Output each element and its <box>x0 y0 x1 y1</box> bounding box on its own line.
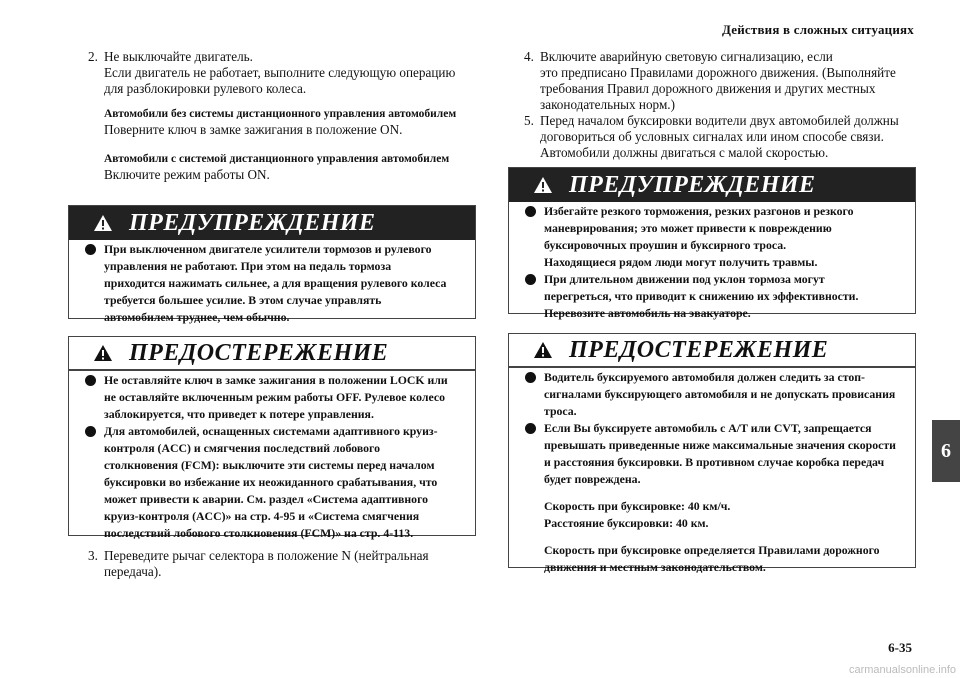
left-column-step2 <box>88 49 488 183</box>
warning-triangle-icon <box>533 341 553 359</box>
step-4 <box>524 49 924 113</box>
bullet-line: При выключенном двигателе усилители тормозов и рулевого <box>104 242 432 256</box>
left-column-step3 <box>88 548 488 580</box>
bullet-line: столкновения (FCM): выключите эти системы перед началом <box>104 458 435 472</box>
step-line: это предписано Правилами дорожного движения. (Выполняйте <box>540 65 896 80</box>
bullet-line: требуется большее усилие. В этом случае управлять <box>104 293 382 307</box>
bullet-line: маневрирования; это может привести к повреждению <box>544 221 832 235</box>
subheading: Автомобили с системой дистанционного управления автомобилем <box>104 153 450 165</box>
caution-header <box>69 337 475 371</box>
bullet-line: троса. <box>544 404 577 418</box>
caution-title: ПРЕДОСТЕРЕЖЕНИЕ <box>129 339 389 366</box>
warning-box <box>508 167 916 320</box>
chapter-tab: 6 <box>932 420 960 482</box>
bullet-line: заблокируется, что приведет к потере управления. <box>104 407 374 421</box>
step-line: Если двигатель не работает, выполните следующую операцию <box>104 65 456 80</box>
bullet-line: Скорость при буксировке определяется Правилами дорожного <box>544 543 880 557</box>
subheading-text: Поверните ключ в замке зажигания в положение ON. <box>104 122 403 137</box>
step-line: Перед началом буксировки водители двух автомобилей должны <box>540 113 899 128</box>
bullet-item <box>525 203 903 220</box>
towing-distance: Расстояние буксировки: 40 км. <box>544 516 709 530</box>
bullet-line: Не оставляйте ключ в замке зажигания в положении LOCK или <box>104 373 448 387</box>
bullet-line: превышать приведенные ниже максимальные значения скорости <box>544 438 896 452</box>
bullet-line: перегреться, что приводит к снижению их эффективности. <box>544 289 859 303</box>
caution-header <box>509 334 915 368</box>
step-line: требования Правил дорожного движения и других местных <box>540 81 876 96</box>
bullet-line: Для автомобилей, оснащенных системами адаптивного круиз- <box>104 424 438 438</box>
bullet-icon <box>85 244 96 255</box>
step-line: Не выключайте двигатель. <box>104 49 253 64</box>
bullet-icon <box>525 274 536 285</box>
step-2 <box>88 49 488 97</box>
bullet-line: Водитель буксируемого автомобиля должен следить за стоп- <box>544 370 865 384</box>
bullet-item <box>85 372 463 389</box>
bullet-item <box>85 241 463 258</box>
caution-box <box>68 336 476 540</box>
bullet-icon <box>525 372 536 383</box>
bullet-line: движения и местным законодательством. <box>544 560 766 574</box>
subheading-text: Включите режим работы ON. <box>104 167 270 182</box>
page-header-title: Действия в сложных ситуациях <box>721 22 914 37</box>
bullet-line: автомобилем труднее, чем обычно. <box>104 310 290 324</box>
step-3 <box>88 548 488 580</box>
step-number: 2. <box>88 49 98 64</box>
warning-triangle-icon <box>93 344 113 362</box>
step-line: Переведите рычаг селектора в положение N (нейтральная <box>104 548 429 563</box>
bullet-line: Избегайте резкого торможения, резких разгонов и резкого <box>544 204 854 218</box>
step-line: передача). <box>104 564 162 579</box>
bullet-line: приходится нажимать сильнее, а для вращения рулевого колеса <box>104 276 447 290</box>
page-number: 6-35 <box>888 640 912 655</box>
bullet-line: При длительном движении под уклон тормоза могут <box>544 272 825 286</box>
bullet-icon <box>525 206 536 217</box>
bullet-line: контроля (ACC) и смягчения последствий лобового <box>104 441 381 455</box>
bullet-icon <box>85 375 96 386</box>
step-line: Автомобили должны двигаться с малой скоростью. <box>540 145 829 160</box>
warning-triangle-icon <box>533 176 553 194</box>
bullet-line: управления не работают. При этом на педаль тормоза <box>104 259 392 273</box>
bullet-line: буксировки во избежание их неожиданного срабатывания, что <box>104 475 438 489</box>
bullet-line: круиз-контроля (ACC)» на стр. 4-95 и «Система смягчения <box>104 509 420 523</box>
bullet-line: Перевозите автомобиль на эвакуаторе. <box>544 306 751 320</box>
warning-header <box>69 206 475 240</box>
caution-title: ПРЕДОСТЕРЕЖЕНИЕ <box>569 336 829 363</box>
bullet-line: может привести к аварии. См. раздел «Система адаптивного <box>104 492 429 506</box>
step-line: Включите аварийную световую сигнализацию, если <box>540 49 833 64</box>
warning-triangle-icon <box>93 214 113 232</box>
bullet-line: и расстояния буксировки. В противном случае коробка передач <box>544 455 885 469</box>
bullet-icon <box>525 423 536 434</box>
bullet-line: не оставляйте включенным режим работы OFF. Рулевое колесо <box>104 390 445 404</box>
right-column-steps <box>524 49 924 161</box>
subheading: Автомобили без системы дистанционного управления автомобилем <box>104 108 457 120</box>
step-5 <box>524 113 924 161</box>
bullet-item <box>525 369 903 386</box>
step-number: 5. <box>524 113 534 128</box>
bullet-item <box>525 420 903 437</box>
bullet-line: будет повреждена. <box>544 472 641 486</box>
step-line: для разблокировки рулевого колеса. <box>104 81 307 96</box>
bullet-line: сигналами буксирующего автомобиля и не допускать провисания <box>544 387 896 401</box>
bullet-line: буксировочных проушин и буксирного троса. <box>544 238 787 252</box>
caution-box <box>508 333 916 574</box>
bullet-line: последствий лобового столкновения (FCM)» на стр. 4-113. <box>104 526 414 540</box>
towing-speed: Скорость при буксировке: 40 км/ч. <box>544 499 731 513</box>
warning-header <box>509 168 915 202</box>
step-line: договориться об условных сигналах или ином способе связи. <box>540 129 884 144</box>
step-line: законодательных норм.) <box>540 97 675 112</box>
step-number: 4. <box>524 49 534 64</box>
warning-title: ПРЕДУПРЕЖДЕНИЕ <box>569 171 816 198</box>
warning-box <box>68 205 476 324</box>
watermark: carmanualsonline.info <box>848 664 956 676</box>
bullet-line: Если Вы буксируете автомобиль с A/T или CVT, запрещается <box>544 421 872 435</box>
step-number: 3. <box>88 548 98 563</box>
warning-title: ПРЕДУПРЕЖДЕНИЕ <box>129 209 376 236</box>
bullet-line: Находящиеся рядом люди могут получить травмы. <box>544 255 818 269</box>
bullet-item <box>85 423 463 440</box>
bullet-item <box>525 271 903 288</box>
bullet-icon <box>85 426 96 437</box>
